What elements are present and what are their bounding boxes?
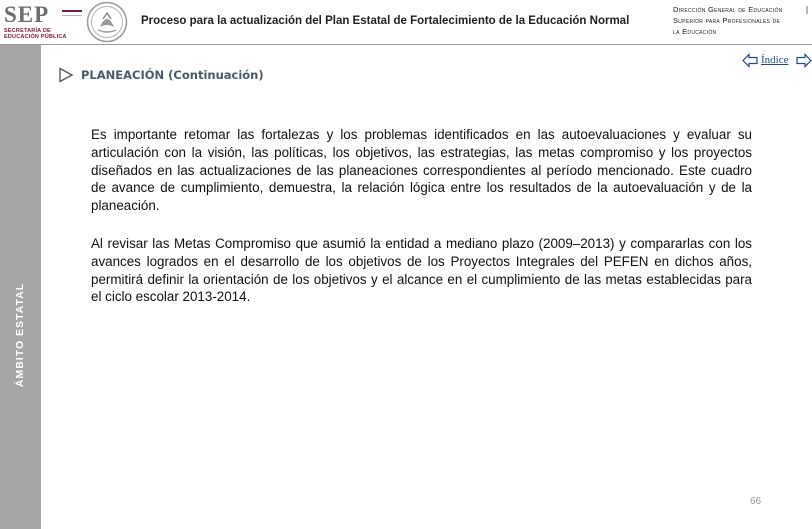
mexico-seal-icon — [86, 1, 128, 43]
document-title: Proceso para la actualización del Plan Estatal de Fortalecimiento de la Educación Normal — [141, 15, 630, 27]
arrow-left-icon[interactable] — [742, 53, 758, 68]
paragraph: Al revisar las Metas Compromiso que asumió la entidad a mediano plazo (2009–2013) y compararlas con los avances logrados en el desarrollo de los objetivos de los Proyectos Integrales del PEFEN en dichos años, permitirá definir la orientación de los objetivos y el alcance en el cumplimiento de las metas establecidas para el ciclo escolar 2013-2014. — [91, 235, 752, 305]
sep-logo-text: SEP — [4, 2, 50, 27]
logo-accent-bar — [62, 10, 82, 12]
edge-mark — [806, 6, 808, 14]
triangle-right-icon — [58, 67, 74, 83]
main-content — [91, 126, 752, 326]
department-name — [673, 4, 803, 37]
index-link[interactable]: Índice — [761, 54, 789, 66]
logo-accent-bar — [62, 15, 82, 16]
sidebar — [0, 45, 41, 529]
section-title: PLANEACIÓN (Continuación) — [81, 68, 264, 82]
index-navigation — [742, 53, 812, 69]
department-line: la Educación — [673, 27, 717, 36]
page-header — [0, 0, 812, 44]
paragraph: Es importante retomar las fortalezas y los problemas identificados en las autoevaluaciones y evaluar su articulación con la visión, las políticas, los objetivos, las estrategias, las metas compromiso y los proyectos diseñados en las actualizaciones de las planeaciones correspondientes al período mencionado. Este cuadro de avance de cumplimiento, demuestra, la relación lógica entre los resultados de la autoevaluación y de la planeación. — [91, 127, 752, 214]
sep-logo-subtext: SECRETARÍA DE EDUCACIÓN PÚBLICA — [4, 28, 67, 40]
page-number: 66 — [750, 496, 762, 507]
sidebar-label: ÁMBITO ESTATAL — [14, 282, 26, 388]
sep-logo — [4, 2, 82, 42]
department-line: Dirección General de Educación — [673, 5, 783, 14]
arrow-right-icon[interactable] — [796, 53, 812, 68]
header-divider — [0, 44, 812, 45]
department-line: Superior para Profesionales de — [673, 16, 781, 25]
